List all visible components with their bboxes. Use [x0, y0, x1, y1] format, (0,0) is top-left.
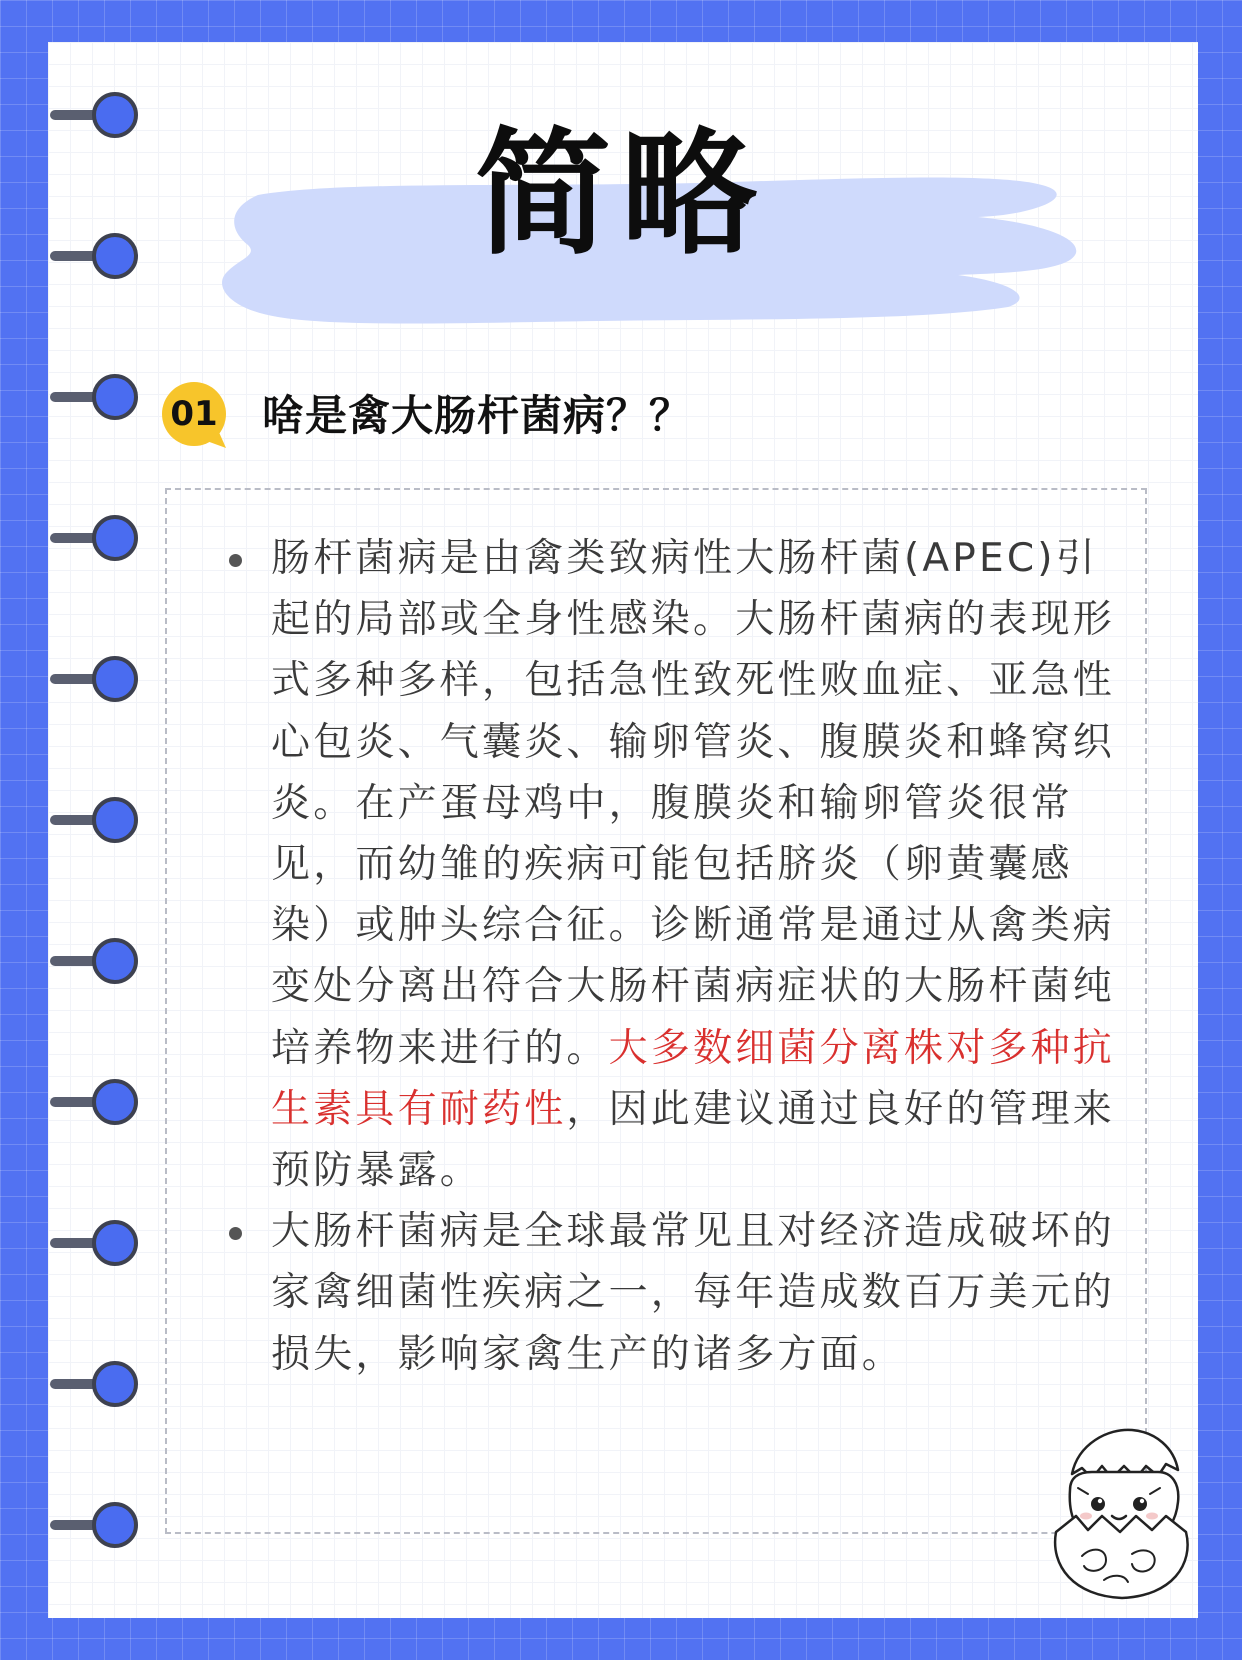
page-title: 简略 — [475, 116, 767, 274]
highlighted-text: 大多数细菌分离株对多种抗生素具有耐药性 — [271, 1025, 1116, 1132]
spiral-ring-icon — [50, 1502, 140, 1554]
spiral-ring-icon — [50, 938, 140, 990]
bullet-text-continued: ，因此建议通过良好的管理来预防暴露。 — [271, 1086, 1116, 1194]
bullet-item — [225, 1201, 1115, 1385]
bullet-dot-icon — [229, 1227, 242, 1240]
bullet-item — [225, 528, 1115, 1201]
spiral-ring-icon — [50, 656, 140, 708]
spiral-ring-icon — [50, 1079, 140, 1131]
section-number-badge — [160, 382, 236, 452]
spiral-ring-icon — [50, 797, 140, 849]
bullet-text: 肠杆菌病是由禽类致病性大肠杆菌(APEC)引起的局部或全身性感染。大肠杆菌病的表现形式多种多样，包括急性致死性败血症、亚急性心包炎、气囊炎、输卵管炎、腹膜炎和蜂窝织炎。在产蛋母鸡中，腹膜炎和输卵管炎很常见，而幼雏的疾病可能包括脐炎（卵黄囊感染）或肿头综合征。诊断通常是通过从禽类病变处分离出符合大肠杆菌病症状的大肠杆菌纯培养物来进行的。 — [271, 536, 1116, 1071]
content-body — [225, 528, 1115, 1385]
spiral-ring-icon — [50, 1361, 140, 1413]
spiral-ring-icon — [50, 515, 140, 567]
section-number: 01 — [170, 394, 218, 434]
egg-chick-illustration-icon — [1048, 1424, 1193, 1604]
spiral-ring-icon — [50, 374, 140, 426]
spiral-ring-icon — [50, 1220, 140, 1272]
section-heading: 啥是禽大肠杆菌病？？ — [262, 391, 693, 440]
bullet-text: 大肠杆菌病是全球最常见且对经济造成破坏的家禽细菌性疾病之一，每年造成数百万美元的损失，影响家禽生产的诸多方面。 — [271, 1209, 1116, 1377]
bullet-dot-icon — [229, 554, 242, 567]
